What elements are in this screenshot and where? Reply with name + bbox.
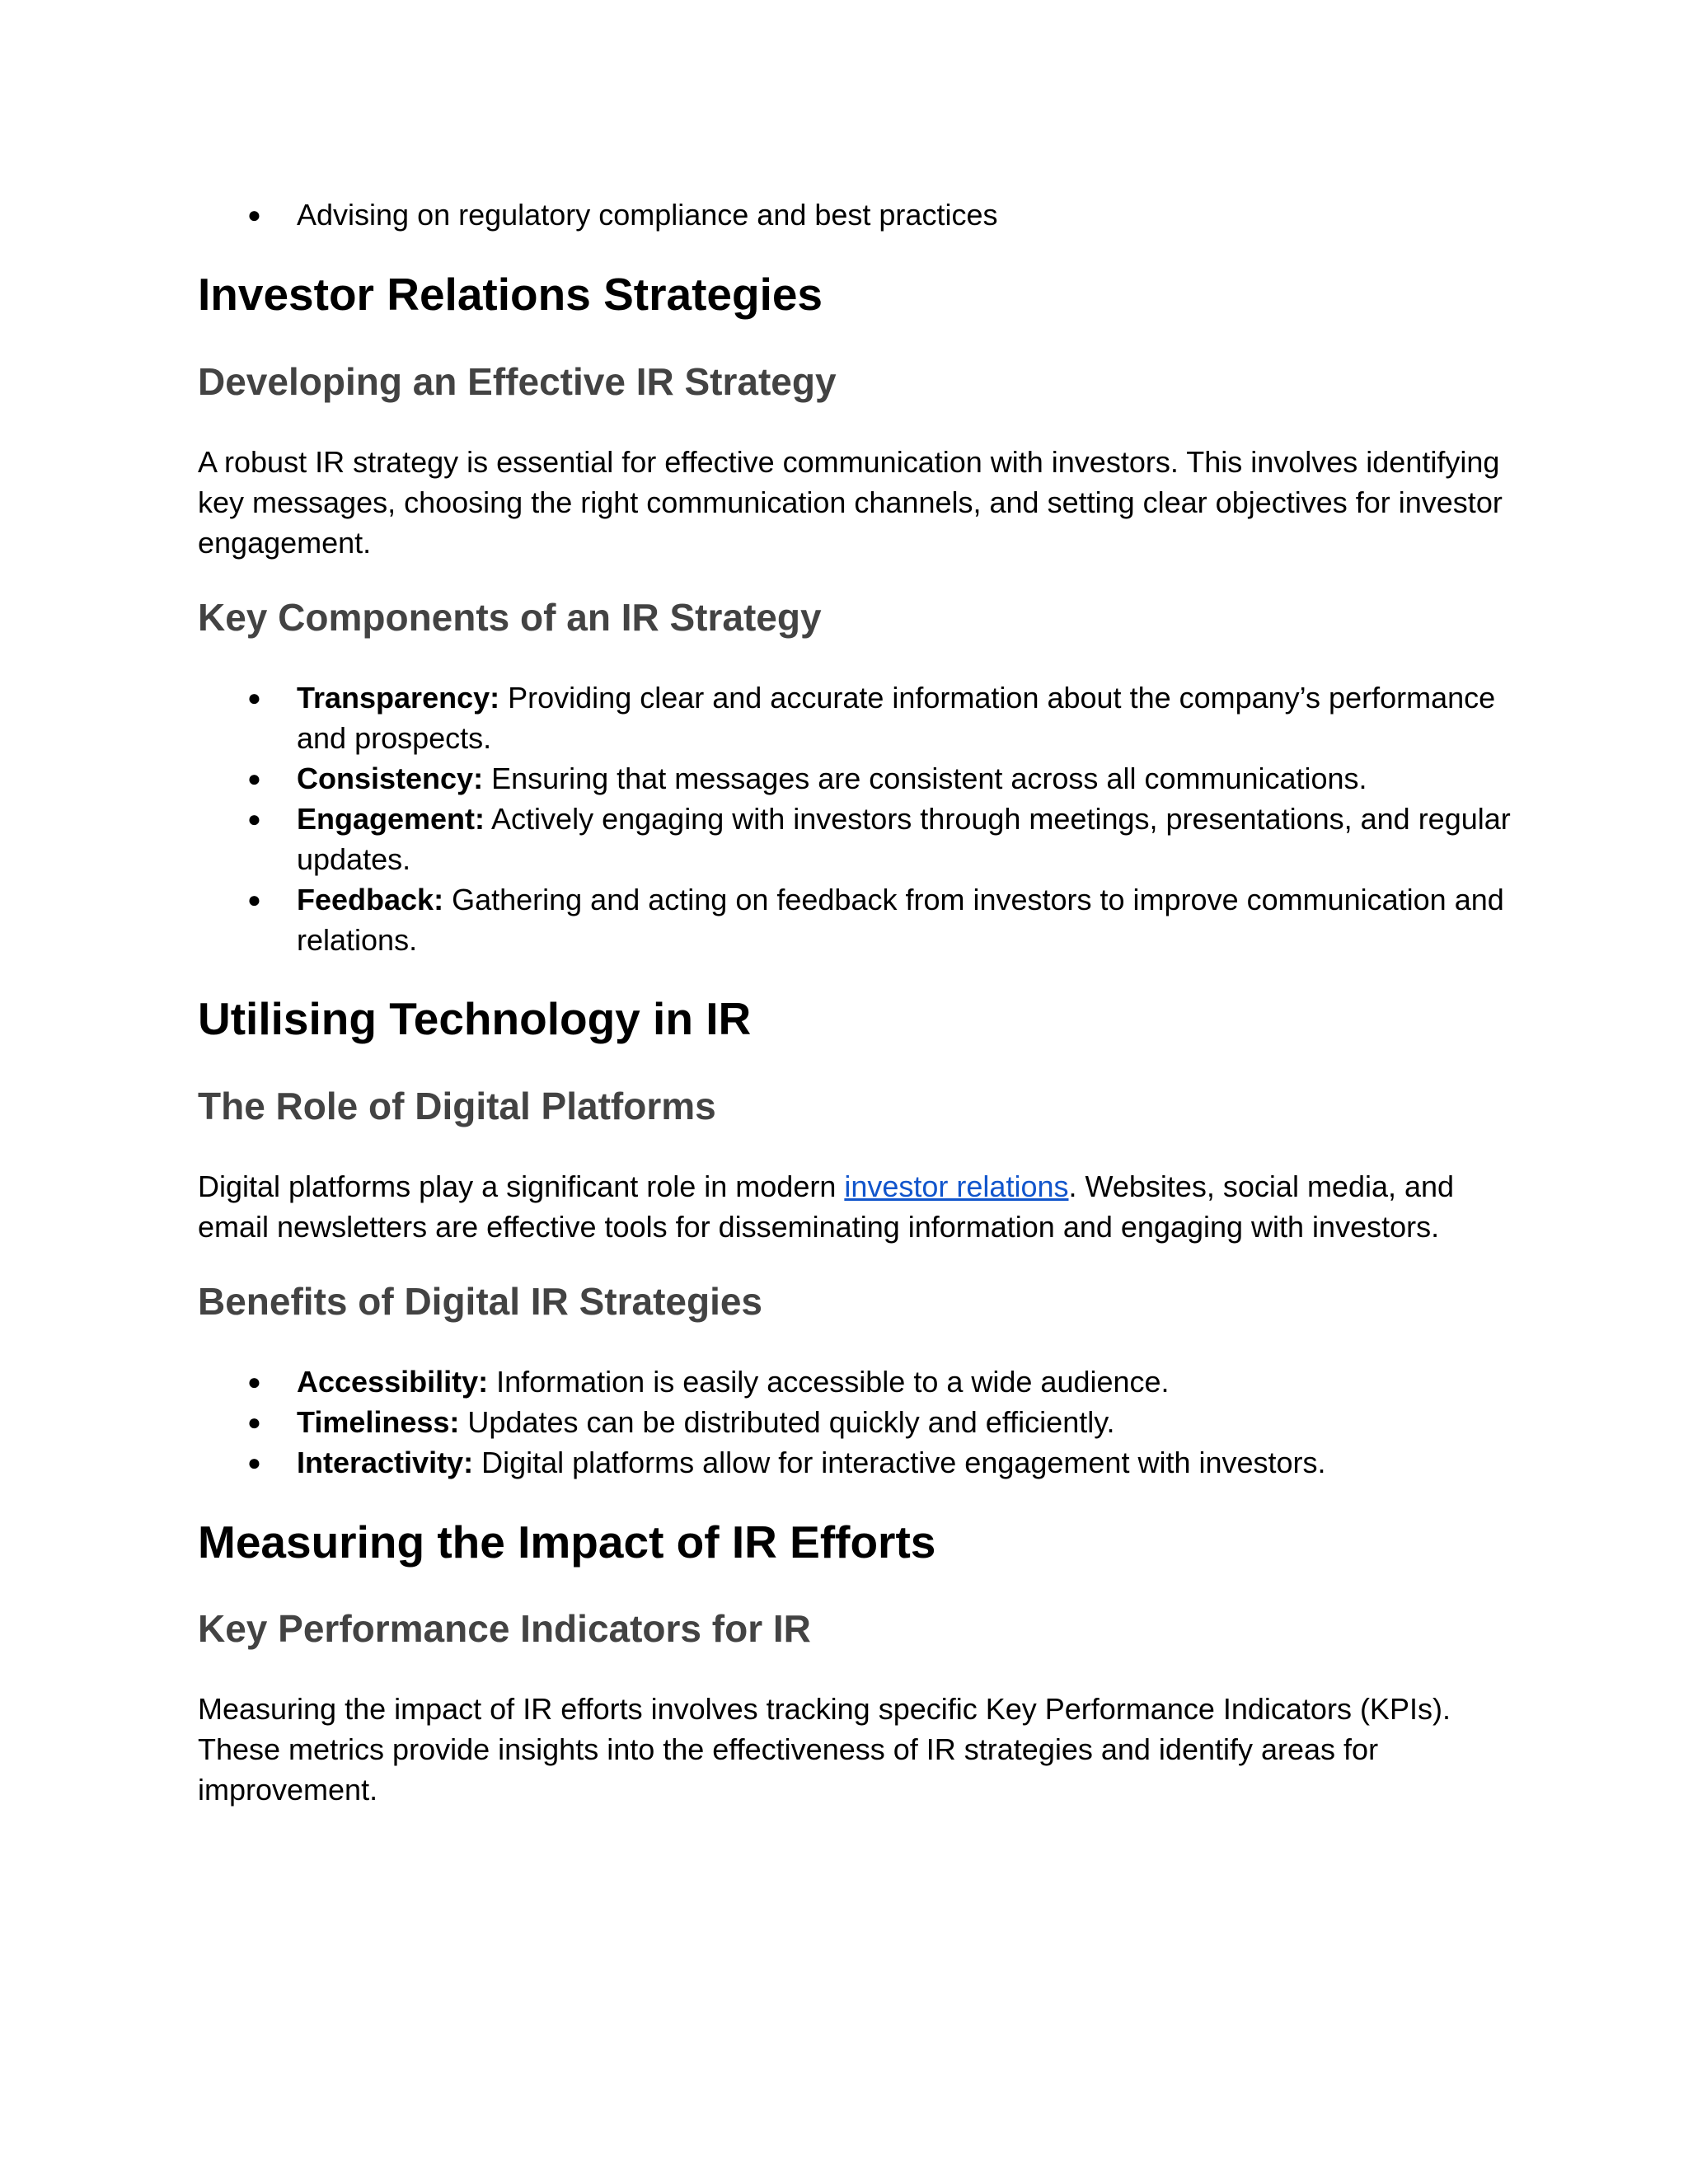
bullet-icon: ● [247,202,261,227]
list-item [198,799,1517,879]
subheading-kpis: Key Performance Indicators for IR [198,1607,811,1650]
list-item-text: Providing clear and accurate information about the company’s performance and prospects. [297,681,1496,755]
list-item-term: Feedback: [297,883,444,916]
list-item-term: Accessibility: [297,1365,489,1399]
list-item-text: Digital platforms allow for interactive engagement with investors. [473,1446,1326,1479]
paragraph-digital-platforms [198,1166,1517,1247]
list-item [198,1442,1517,1483]
intro-list [198,194,1517,235]
list-item-term: Consistency: [297,762,484,795]
benefits-list [198,1361,1517,1483]
list-item-text: Advising on regulatory compliance and best practices [297,198,998,232]
paragraph-text: Digital platforms play a significant role in modern [198,1169,845,1203]
bullet-icon: ● [247,1369,261,1394]
list-item [198,194,1517,235]
bullet-icon: ● [247,685,261,710]
paragraph-developing-strategy: A robust IR strategy is essential for effective communication with investors. This involves identifying key messages, choosing the right communication channels, and setting clear objectives for investor engagement. [198,445,1503,560]
list-item-text: Updates can be distributed quickly and efficiently. [459,1405,1115,1439]
list-item-text: Information is easily accessible to a wide audience. [488,1365,1170,1399]
investor-relations-link[interactable]: investor relations [844,1169,1069,1203]
subheading-key-components: Key Components of an IR Strategy [198,596,822,639]
bullet-icon: ● [247,887,261,912]
list-item [198,1402,1517,1442]
list-item-text: Actively engaging with investors through meetings, presentations, and regular updates. [297,802,1511,876]
list-item [198,758,1517,799]
subheading-digital-platforms: The Role of Digital Platforms [198,1085,716,1127]
subheading-benefits-digital: Benefits of Digital IR Strategies [198,1280,763,1323]
bullet-icon: ● [247,1450,261,1475]
list-item-term: Transparency: [297,681,500,715]
subheading-developing-strategy: Developing an Effective IR Strategy [198,360,837,403]
paragraph-kpis: Measuring the impact of IR efforts involves tracking specific Key Performance Indicators (KPIs). These metrics provide insights into the effectiveness of IR strategies and identify areas for improvement. [198,1692,1451,1807]
section-heading-measuring-impact: Measuring the Impact of IR Efforts [198,1516,936,1568]
list-item-term: Engagement: [297,802,485,836]
key-components-list [198,677,1517,960]
list-item [198,879,1517,960]
bullet-icon: ● [247,766,261,791]
bullet-icon: ● [247,806,261,832]
list-item-text: Ensuring that messages are consistent across all communications. [483,762,1367,795]
list-item-term: Interactivity: [297,1446,474,1479]
paragraph-text: . Websites, social media, and email newsletters are effective tools for disseminating information and engaging with investors. [198,1169,1455,1244]
bullet-icon: ● [247,1409,261,1435]
list-item [198,1361,1517,1402]
list-item-term: Timeliness: [297,1405,460,1439]
list-item-text: Gathering and acting on feedback from investors to improve communication and relations. [297,883,1504,957]
section-heading-technology: Utilising Technology in IR [198,993,752,1044]
list-item [198,677,1517,758]
section-heading-ir-strategies: Investor Relations Strategies [198,269,823,320]
